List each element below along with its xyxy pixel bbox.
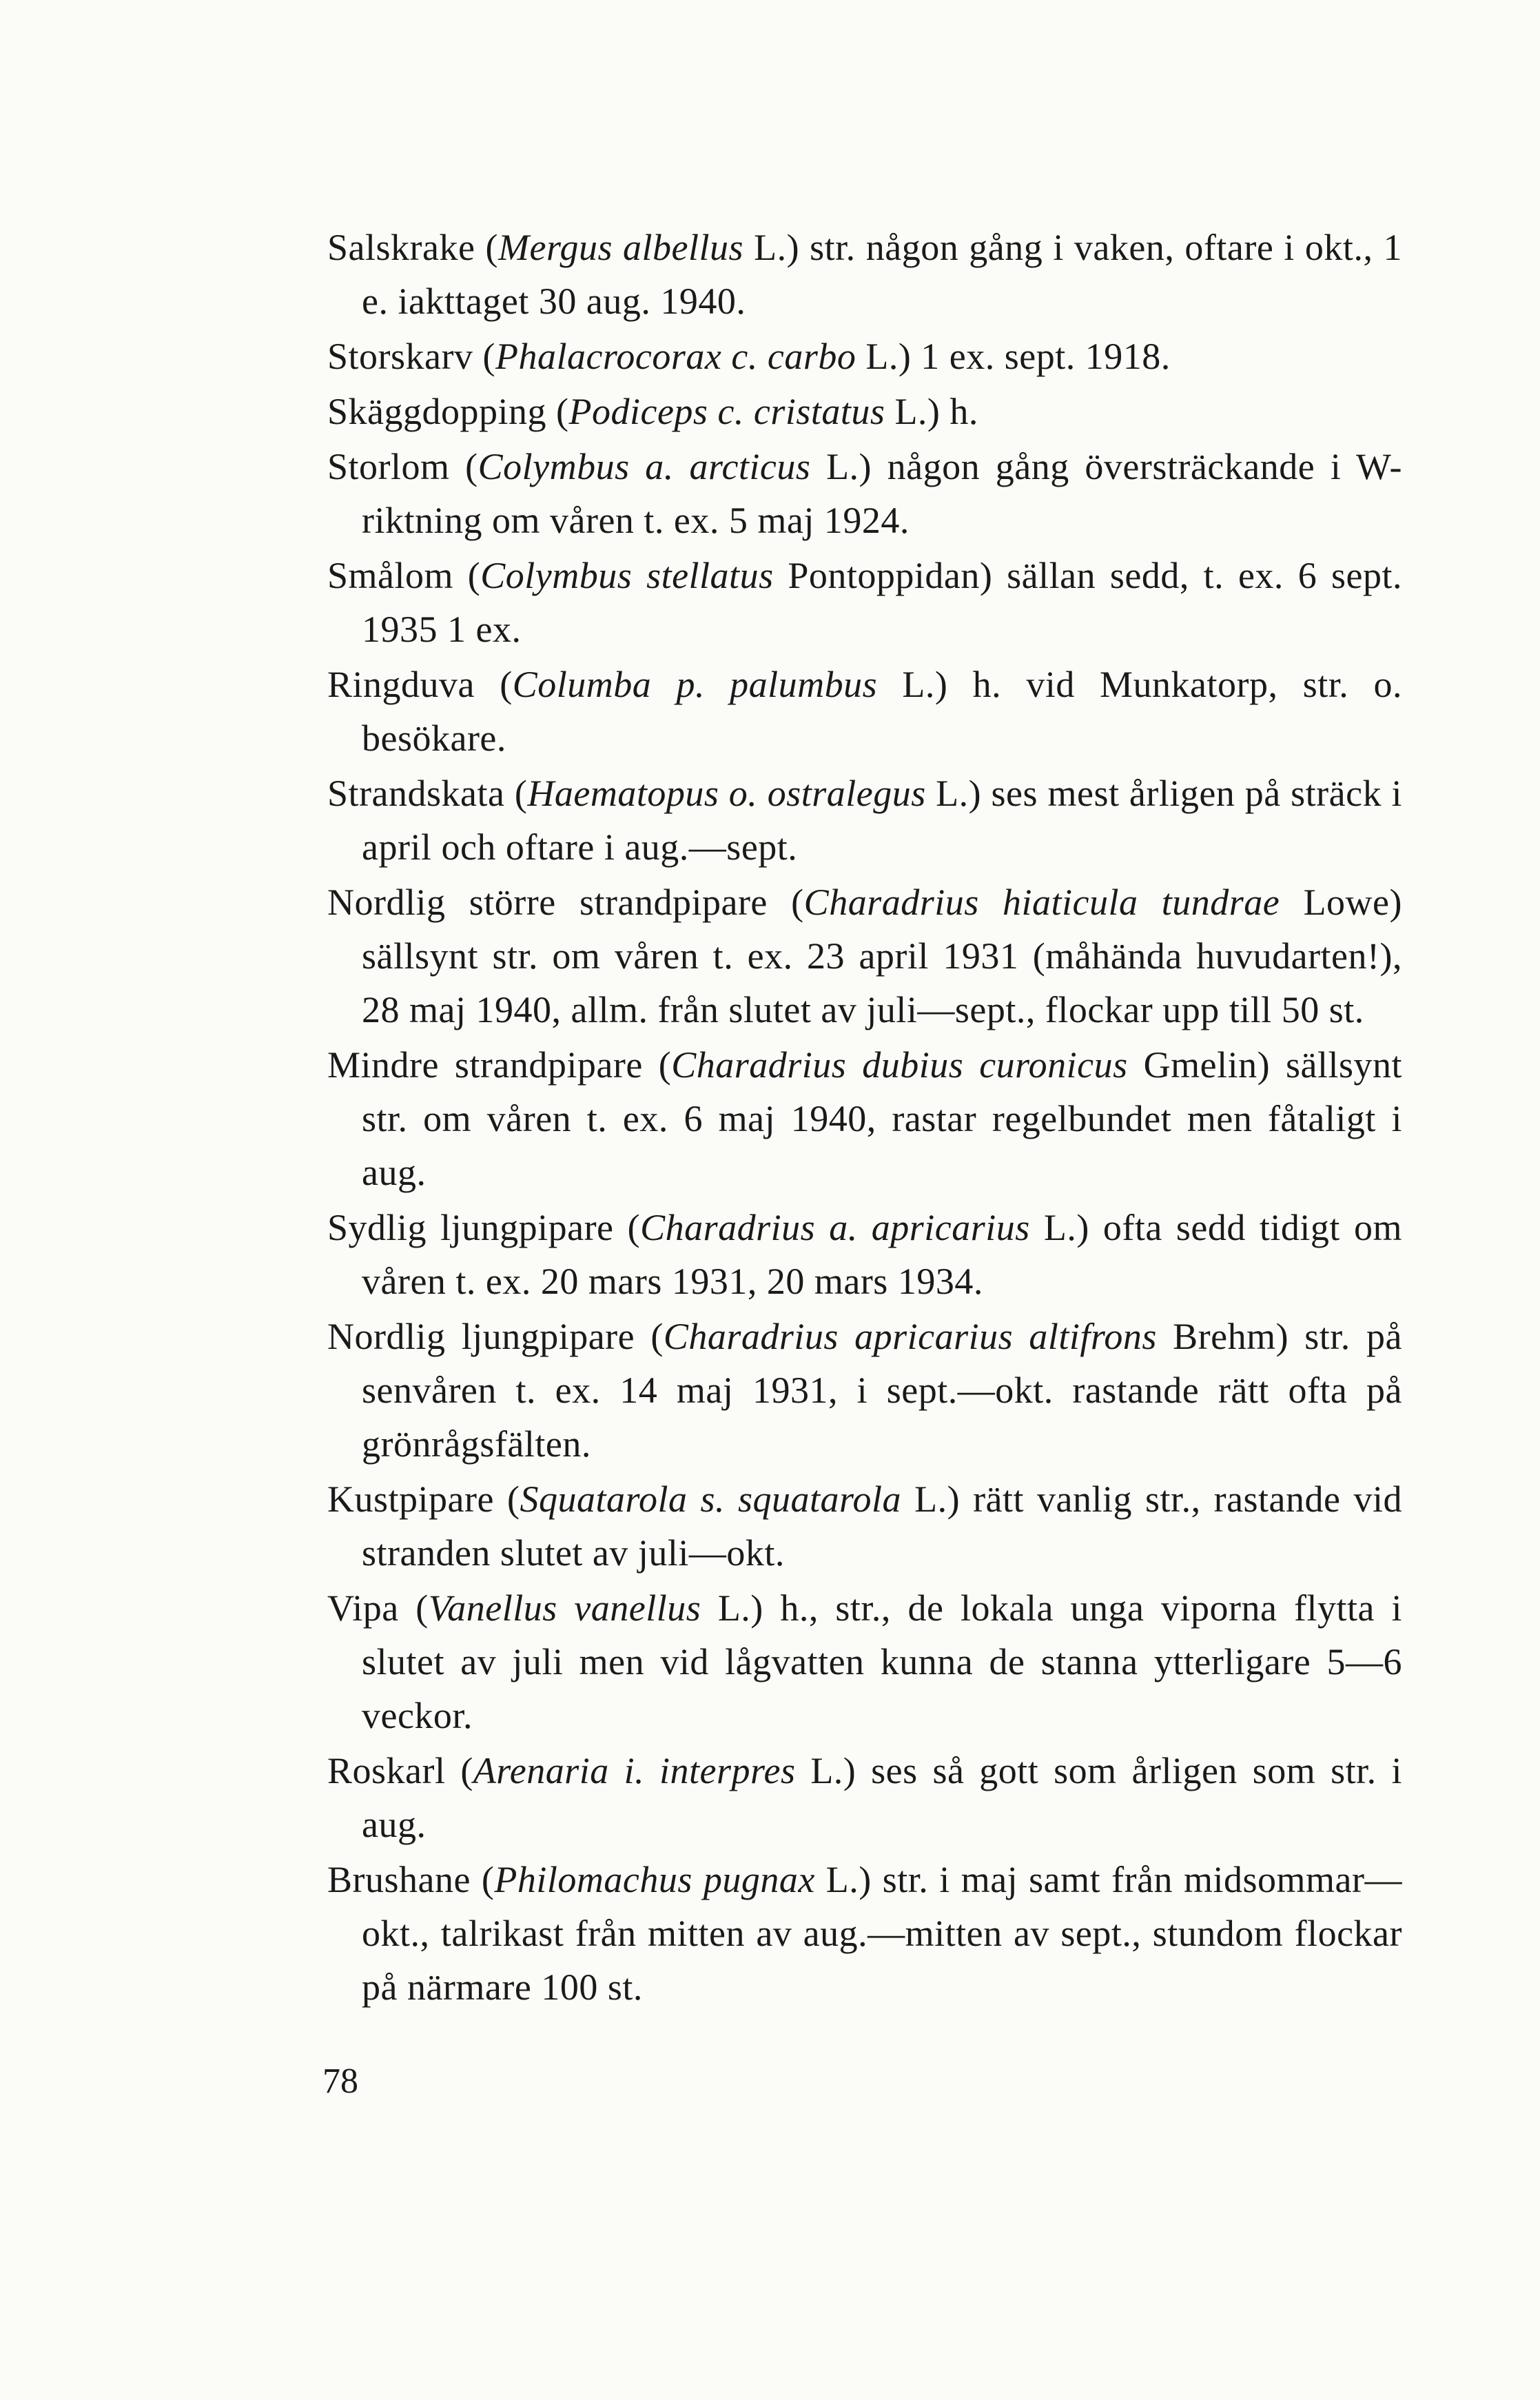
scientific-name: Colymbus a. arcticus: [478, 446, 811, 487]
scientific-name: Squatarola s. squatarola: [520, 1478, 902, 1520]
species-entry: Vipa (Vanellus vanellus L.) h., str., de lokala unga viporna flytta i slutet av juli men vid lågvatten kunna de stanna ytterligare 5—6 veckor.: [327, 1587, 1402, 1736]
scientific-name: Haematopus o. ostralegus: [527, 773, 926, 814]
species-entry: Skäggdopping (Podiceps c. cristatus L.) h.: [327, 391, 978, 432]
scientific-name: Columba p. palumbus: [512, 664, 878, 705]
species-entry: Nordlig ljungpipare (Charadrius apricarius altifrons Brehm) str. på senvåren t. ex. 14 maj 1931, i sept.—okt. rastande rätt ofta på grönrågsfälten.: [327, 1316, 1402, 1465]
scientific-name: Arenaria i. interpres: [473, 1750, 796, 1791]
scientific-name: Podiceps c. cristatus: [568, 391, 885, 432]
scientific-name: Colymbus stellatus: [480, 555, 774, 596]
scientific-name: Charadrius dubius curonicus: [671, 1044, 1128, 1086]
scientific-name: Charadrius apricarius altifrons: [663, 1316, 1157, 1357]
species-entry: Mindre strandpipare (Charadrius dubius curonicus Gmelin) sällsynt str. om våren t. ex. 6 maj 1940, rastar regelbundet men fåtaligt i aug.: [327, 1044, 1403, 1193]
species-entry: Strandskata (Haematopus o. ostralegus L.) ses mest årligen på sträck i april och oftare i aug.—sept.: [327, 773, 1402, 868]
species-entry: Salskrake (Mergus albellus L.) str. någon gång i vaken, oftare i okt., 1 e. iakttaget 30 aug. 1940.: [327, 227, 1403, 322]
scientific-name: Charadrius a. apricarius: [640, 1207, 1030, 1248]
scientific-name: Vanellus vanellus: [428, 1587, 701, 1629]
scientific-name: Philomachus pugnax: [494, 1859, 815, 1900]
scientific-name: Charadrius hiaticula tundrae: [803, 882, 1280, 923]
species-list: [327, 221, 1402, 2015]
species-entry: Storlom (Colymbus a. arcticus L.) någon gång översträckande i W-riktning om våren t. ex. 5 maj 1924.: [327, 446, 1402, 541]
species-entry: Nordlig större strandpipare (Charadrius hiaticula tundrae Lowe) sällsynt str. om våren t. ex. 23 april 1931 (måhända huvudarten!), 28 maj 1940, allm. från slutet av juli—sept., flockar upp till 50 st.: [327, 882, 1403, 1030]
species-entry: Smålom (Colymbus stellatus Pontoppidan) sällan sedd, t. ex. 6 sept. 1935 1 ex.: [327, 555, 1402, 650]
species-entry: Sydlig ljungpipare (Charadrius a. apricarius L.) ofta sedd tidigt om våren t. ex. 20 mars 1931, 20 mars 1934.: [327, 1207, 1402, 1302]
species-entry: Kustpipare (Squatarola s. squatarola L.) rätt vanlig str., rastande vid stranden slutet av juli—okt.: [327, 1478, 1403, 1574]
scientific-name: Mergus albellus: [498, 227, 744, 268]
scientific-name: Phalacrocorax c. carbo: [495, 336, 856, 377]
page-number: 78: [322, 2062, 358, 2101]
species-entry: Roskarl (Arenaria i. interpres L.) ses så gott som årligen som str. i aug.: [327, 1750, 1402, 1845]
species-entry: Brushane (Philomachus pugnax L.) str. i maj samt från midsommar—okt., talrikast från mitten av aug.—mitten av sept., stundom flockar på närmare 100 st.: [327, 1859, 1402, 2008]
species-entry: Storskarv (Phalacrocorax c. carbo L.) 1 ex. sept. 1918.: [327, 336, 1171, 377]
species-entry: Ringduva (Columba p. palumbus L.) h. vid Munkatorp, str. o. besökare.: [327, 664, 1402, 759]
